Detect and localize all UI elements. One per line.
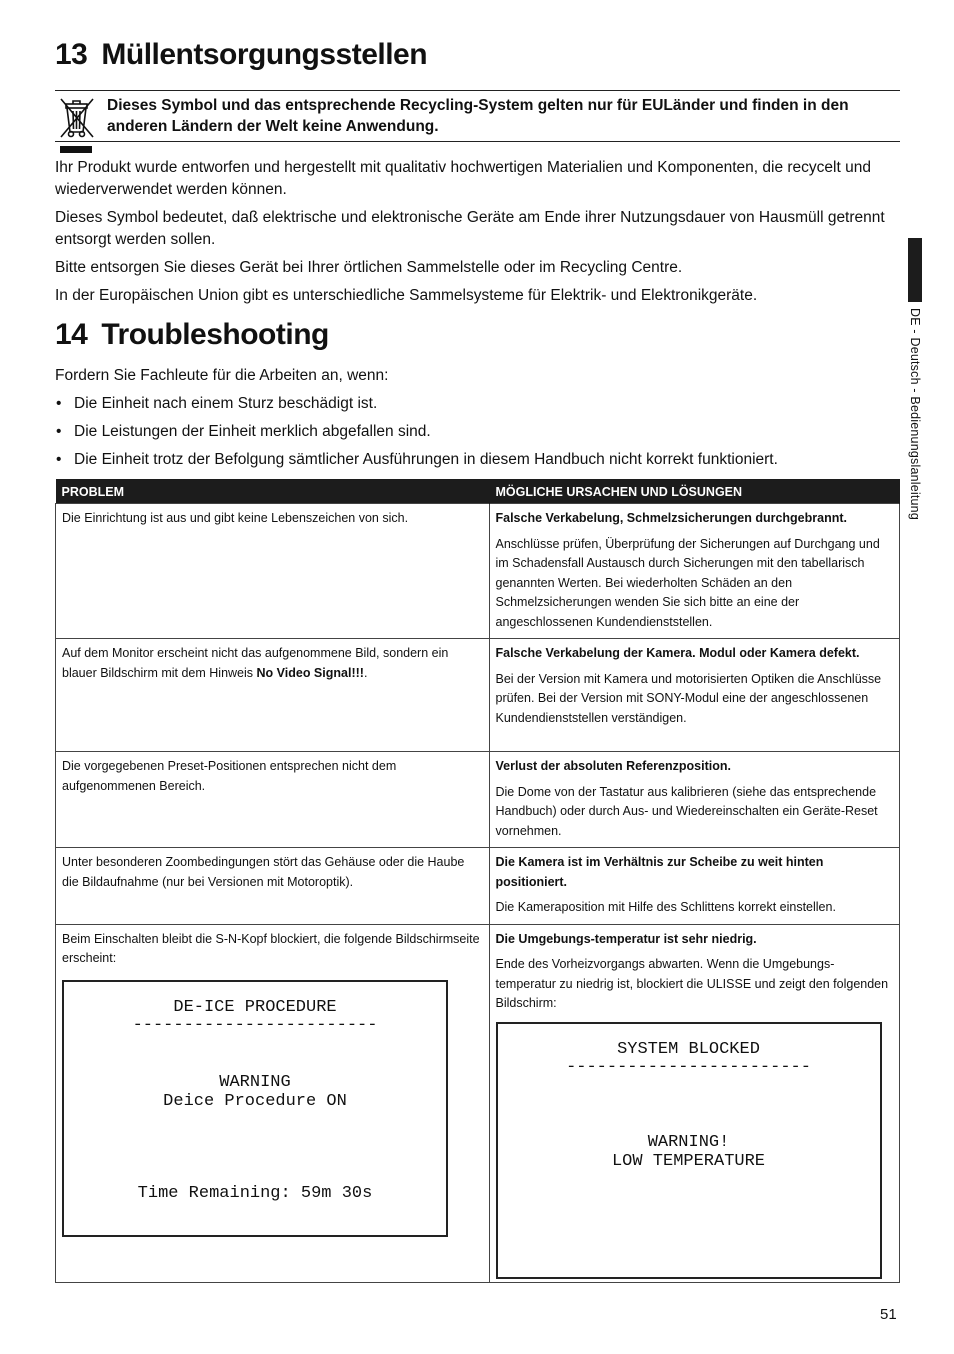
page-number: 51 <box>880 1306 897 1323</box>
section-13-title: Müllentsorgungsstellen <box>101 38 428 71</box>
section-14-title: Troubleshooting <box>101 318 329 351</box>
problem-text: Unter besonderen Zoombedingungen stört das Gehäuse oder die Haube die Bildaufnahme (nur bei Versionen mit Motoroptik). <box>62 855 465 889</box>
solution-text: Die Dome von der Tastatur aus kalibrieren (siehe das entsprechende Handbuch) oder durch Aus- und Wiedereinschalten ein Geräte-Reset vornehmen. <box>495 784 878 838</box>
screen-time-remaining: Time Remaining: 59m 30s <box>137 1183 373 1203</box>
problem-cell <box>56 639 490 752</box>
header-causes-solutions: MÖGLICHE URSACHEN UND LÖSUNGEN <box>489 479 900 504</box>
problem-cell <box>56 504 490 639</box>
troubleshooting-intro: Fordern Sie Fachleute für die Arbeiten an, wenn: <box>55 367 389 384</box>
troubleshooting-table <box>55 479 900 1283</box>
solution-cell <box>489 504 900 639</box>
problem-cell <box>56 752 490 848</box>
solution-text: Die Kameraposition mit Hilfe des Schlittens korrekt einstellen. <box>495 900 836 914</box>
table-row <box>56 924 900 1282</box>
crossed-out-wheelie-bin-icon <box>57 96 97 140</box>
cause-text: Falsche Verkabelung der Kamera. Modul oder Kamera defekt. <box>495 646 860 660</box>
bullet-list <box>55 393 778 477</box>
list-item: • Die Leistungen der Einheit merklich abgefallen sind. <box>55 421 778 449</box>
table-header-row <box>56 479 900 504</box>
screen-rule: ------------------------ <box>566 1057 811 1077</box>
screen-title: SYSTEM BLOCKED <box>617 1039 760 1059</box>
paragraph: In der Europäischen Union gibt es unterschiedliche Sammelsysteme für Elektrik- und Elektronikgeräte. <box>55 287 758 304</box>
table-row <box>56 639 900 752</box>
solution-cell <box>489 924 900 1282</box>
side-tab-label: DE - Deutsch - Bedienungslanleitung <box>908 308 922 520</box>
solution-text: Ende des Vorheizvorgangs abwarten. Wenn die Umgebungs-temperatur zu niedrig ist, blockiert die ULISSE und zeigt den folgenden Bildschirm: <box>495 957 889 1010</box>
solution-text: Bei der Version mit Kamera und motorisierten Optiken die Anschlüsse prüfen. Bei der Version mit SONY-Modul eine der angeschlossenen Kundendienststellen verständigen. <box>495 671 882 725</box>
solution-cell <box>489 848 900 925</box>
section-13-number: 13 <box>55 38 88 71</box>
list-item: • Die Einheit trotz der Befolgung sämtlicher Ausführungen in diesem Handbuch nicht korrekt funktioniert. <box>55 449 778 477</box>
paragraph: Ihr Produkt wurde entworfen und hergestellt mit qualitativ hochwertigen Materialien und Komponenten, die recycelt und wiederverwendet werden können. <box>55 159 871 198</box>
cause-text: Falsche Verkabelung, Schmelzsicherungen durchgebrannt. <box>495 511 847 525</box>
table-row <box>56 752 900 848</box>
screen-deice-status: Deice Procedure ON <box>163 1091 347 1111</box>
table-row <box>56 848 900 925</box>
problem-cell <box>56 924 490 1282</box>
screen-title: DE-ICE PROCEDURE <box>173 997 337 1017</box>
cause-text: Verlust der absoluten Referenzposition. <box>495 759 731 773</box>
side-tab-bar <box>908 238 922 302</box>
problem-text: Die vorgegebenen Preset-Positionen entsprechen nicht dem aufgenommenen Bereich. <box>62 759 397 793</box>
solution-cell <box>489 752 900 848</box>
solution-cell <box>489 639 900 752</box>
screen-warning: WARNING! <box>647 1132 730 1152</box>
problem-text: Auf dem Monitor erscheint nicht das aufgenommene Bild, sondern ein blauer Bildschirm mit dem Hinweis <box>62 646 449 680</box>
bin-underline-bar <box>60 146 92 153</box>
problem-bold-text: No Video Signal!!! <box>256 665 364 680</box>
system-blocked-screen <box>496 1022 882 1279</box>
screen-rule: ------------------------ <box>132 1015 378 1035</box>
cause-text: Die Kamera ist im Verhältnis zur Scheibe zu weit hinten positioniert. <box>495 855 824 889</box>
problem-text: Die Einrichtung ist aus und gibt keine Lebenszeichen von sich. <box>62 511 409 525</box>
paragraph: Dieses Symbol bedeutet, daß elektrische und elektronische Geräte am Ende ihrer Nutzungsdauer von Hausmüll getrennt entsorgt werden sollen. <box>55 209 885 248</box>
problem-text: Beim Einschalten bleibt die S-N-Kopf blockiert, die folgende Bildschirmseite erscheint: <box>62 931 480 965</box>
deice-screen <box>62 980 448 1237</box>
table-row <box>56 504 900 639</box>
section-14-number: 14 <box>55 318 88 351</box>
problem-cell <box>56 848 490 925</box>
screen-low-temperature: LOW TEMPERATURE <box>611 1151 766 1171</box>
side-tab <box>906 308 924 568</box>
weee-notice-text: Dieses Symbol und das entsprechende Recycling-System gelten nur für EULänder und finden in den anderen Ländern der Welt keine Anwendung. <box>107 97 849 135</box>
cause-text: Die Umgebungs-temperatur ist sehr niedrig. <box>495 931 757 946</box>
problem-end-text: . <box>363 665 368 680</box>
section-13-heading <box>55 38 427 72</box>
section-14-heading <box>55 318 329 352</box>
solution-text: Anschlüsse prüfen, Überprüfung der Sicherungen auf Durchgang und im Schadensfall Austausch durch Sicherungen mit den tabellarisch genannten Werten. Bei wiederholten Schäden an den Schmelzsicherungen wenden Sie sich bitte an eine der angeschlossenen Kundendienststellen. <box>495 536 880 629</box>
screen-warning: WARNING <box>219 1072 291 1092</box>
weee-notice <box>55 90 900 142</box>
header-problem: PROBLEM <box>56 479 490 504</box>
list-item: • Die Einheit nach einem Sturz beschädigt ist. <box>55 393 778 421</box>
paragraph: Bitte entsorgen Sie dieses Gerät bei Ihrer örtlichen Sammelstelle oder im Recycling Centre. <box>55 259 683 276</box>
